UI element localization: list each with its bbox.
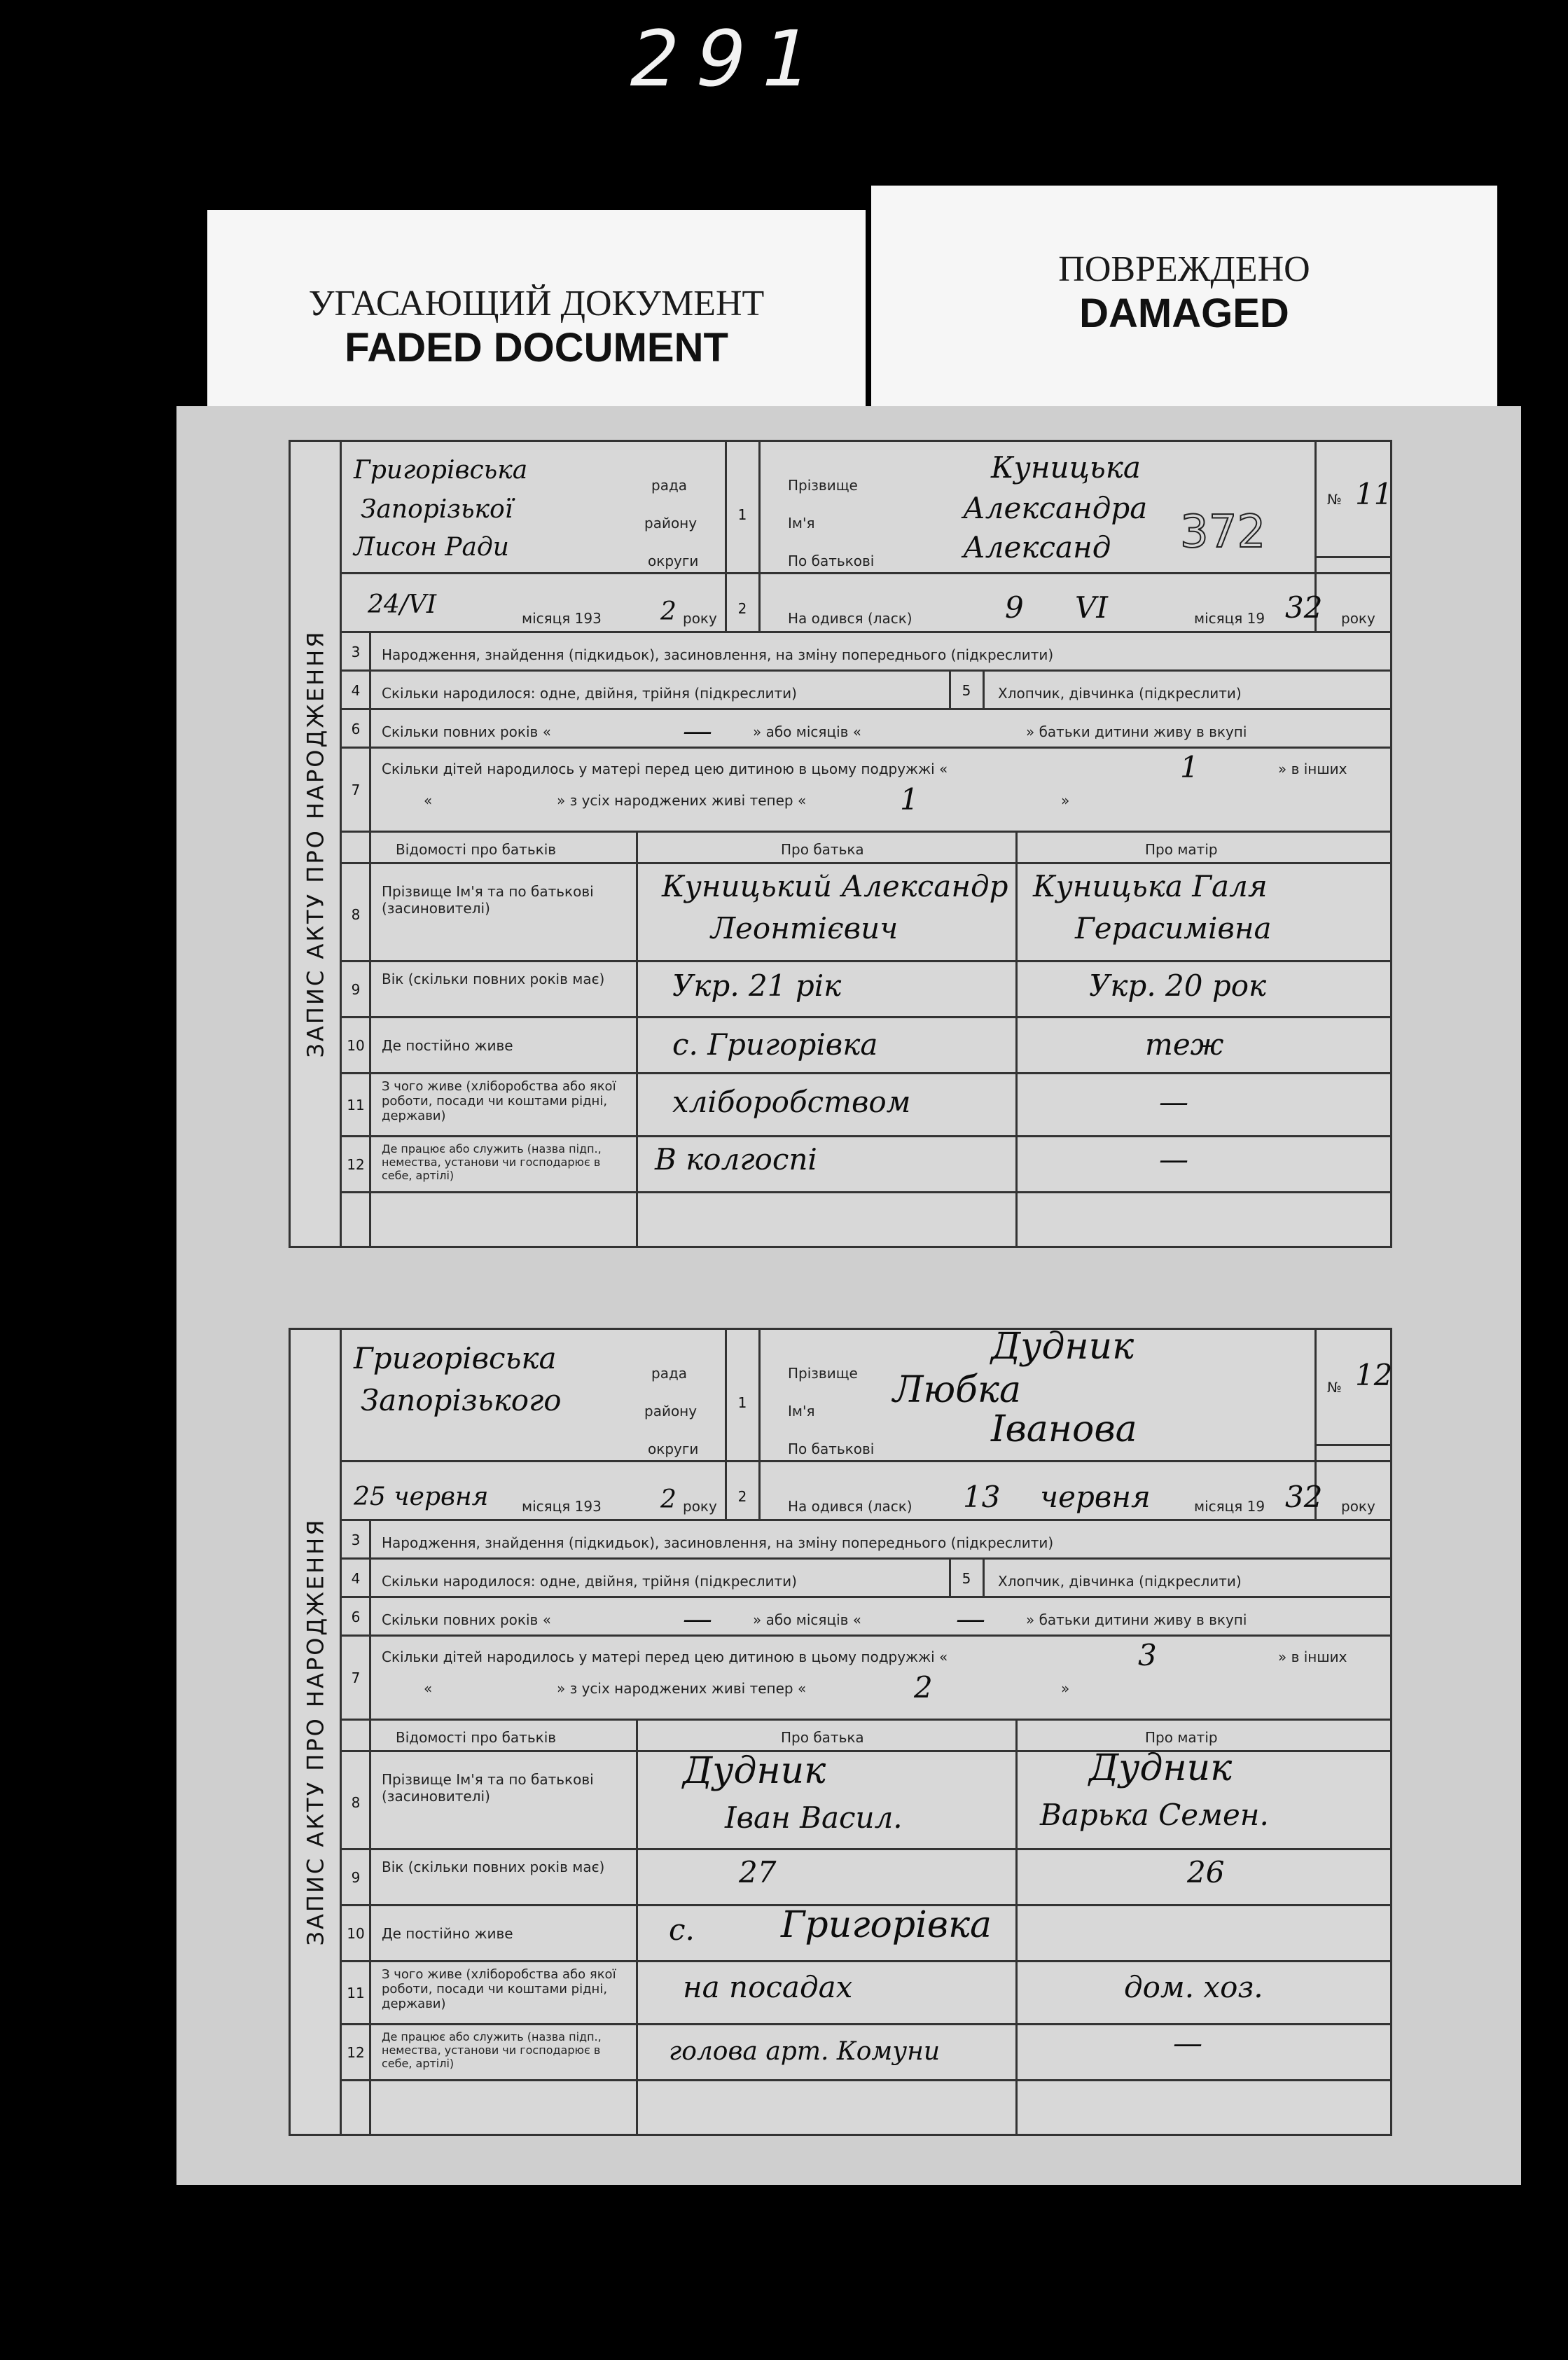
patronymic-value: Александ [963,530,1111,564]
father-name-1: Куницький Александр [662,869,1008,903]
number-value: 12 [1355,1358,1393,1392]
page-number: 291 [620,14,838,104]
patronymic-label: По батькові [788,553,875,569]
row7-e: » [1061,1680,1070,1697]
r8-label: Прізвище Ім'я та по батькові (засиновителі) [382,883,594,917]
father-work: голова арт. Комуни [669,2037,941,2066]
mother-work: — [1173,2026,1202,2060]
born-month-value: VI [1075,590,1108,625]
row6-years-value: — [683,714,712,748]
surname-label: Прізвище [788,1365,858,1382]
mother-name-1: Куницька Галя [1033,869,1268,903]
number-label: № [1327,491,1342,508]
row7-before-value: 3 [1138,1638,1157,1672]
month-year-label: місяця 193 [522,1498,602,1515]
record-stamp: 372 [1180,506,1266,558]
mother-living: — [1159,1085,1188,1119]
faded-label-ru: УГАСАЮЩИЙ ДОКУМЕНТ [308,284,765,324]
rada-label: рада [651,477,688,494]
date-value: 25 червня [354,1483,489,1511]
born-year-value: 32 [1285,590,1323,625]
damaged-label-ru: ПОВРЕЖДЕНО [1058,249,1310,289]
row7-before-value: 1 [1180,750,1199,784]
born-day: 13 [963,1480,1001,1514]
rada-value: Григорівська [354,1341,557,1375]
father-age: 27 [739,1855,777,1889]
row6-b: » або місяців « [753,723,861,740]
col-father-header: Про батька [781,841,864,858]
father-work: В колгоспі [655,1142,817,1176]
rayon-label: району [644,515,698,532]
father-name-2: Леонтієвич [711,911,899,945]
col-father-header: Про батька [781,1729,864,1746]
roku-label: року [683,610,717,627]
row4-text: Скільки народилося: одне, двійня, трійня (підкреслити) [382,1573,797,1590]
r9-label: Вік (скільки повних років має) [382,971,605,987]
row6-years-value: — [683,1602,712,1636]
r9-label: Вік (скільки повних років має) [382,1859,605,1875]
birth-record-1: ЗАПИС АКТУ ПРО НАРОДЖЕННЯ 1 2 3 4 5 6 7 8 9 10 11 12 рада району округи місяця 193 року Прізвище Ім'я По батькові № На одився (ласк) місяця 19 року Народження, знайдення (підкидьок), засиновлення, на зміну попереднього (підкреслити) Скільки народилося: одне, двійня, трійня (підкреслити) Хлопчик, дівчинка (підкреслити) Скільки повних років « » або місяців « » батьки дитини живу в вкупі Скільки дітей народилось у матері перед цею дитиною в цьому подружжі « » в інших « » з усіх народжених живі тепер « » Відомості про батьків Про батька Про матір Прізвище Ім'я та по батькові (засиновителі) Вік (скільки повних років має) Де постійно живе З чого живе (хліборобства або якої роботи, посади чи коштами рідні, держави) Де працює або служить (назва підп., немества, установи чи господарює в себе, артілі) Григорівська Запорізької Лисон Ради 24/VI 2 Куницька Александра Александ 372 11 9 VI 32 — 1 1 Куницький Александр Леонтієвич Куницька Галя Герасимівна Укр. 21 рік Укр. 20 рок с. Григорівка теж хліборобством — В колгоспі — [289,440,1392,1248]
name-value: Александра [963,491,1148,525]
father-residence: с. Григорівка [672,1027,878,1062]
record-side-title: ЗАПИС АКТУ ПРО НАРОДЖЕННЯ [291,442,342,1246]
row7-b: » в інших [1278,761,1347,777]
year-digit: 2 [660,597,677,626]
okrug-value: Лисон Ради [354,533,509,562]
rayon-label: району [644,1403,698,1420]
col-mother-header: Про матір [1145,841,1218,858]
r10-label: Де постійно живе [382,1925,513,1942]
row3-text: Народження, знайдення (підкидьок), засиновлення, на зміну попереднього (підкреслити) [382,1534,1054,1551]
mother-name-1: Дудник [1089,1747,1233,1789]
rada-value: Григорівська [354,456,528,485]
year-digit: 2 [660,1485,677,1514]
born-month-value: червня [1040,1480,1151,1514]
rayon-value: Запорізької [361,495,513,524]
name-value: Любка [893,1369,1021,1411]
row7-c: « [424,1680,433,1697]
row3-text: Народження, знайдення (підкидьок), засиновлення, на зміну попереднього (підкреслити) [382,646,1054,663]
r11-label: З чого живе (хліборобства або якої роботи, посади чи коштами рідні, держави) [382,1079,616,1123]
okrug-label: округи [648,553,699,569]
row5-text: Хлопчик, дівчинка (підкреслити) [998,1573,1242,1590]
born-day: 9 [1005,590,1024,625]
r12-label: Де працює або служить (назва підп., немества, установи чи господарює в себе, артілі) [382,1142,602,1182]
father-name-1: Дудник [683,1750,826,1792]
r8-label: Прізвище Ім'я та по батькові (засиновителі) [382,1771,594,1805]
rayon-value: Запорізького [361,1383,562,1417]
residence-value: Григорівка [781,1904,992,1946]
surname-label: Прізвище [788,477,858,494]
okrug-label: округи [648,1441,699,1457]
col-info-header: Відомості про батьків [396,1729,557,1746]
born-roku-label: року [1341,610,1375,627]
born-month-label: місяця 19 [1194,610,1265,627]
row7-alive-value: 2 [914,1670,933,1705]
residence-prefix: с. [669,1913,695,1947]
faded-label-en: FADED DOCUMENT [345,325,728,370]
mother-residence: теж [1145,1027,1224,1062]
row6-a: Скільки повних років « [382,1611,551,1628]
row5-text: Хлопчик, дівчинка (підкреслити) [998,685,1242,702]
row6-a: Скільки повних років « [382,723,551,740]
row7-a: Скільки дітей народилось у матері перед цею дитиною в цьому подружжі « [382,1648,948,1665]
record-side-title: ЗАПИС АКТУ ПРО НАРОДЖЕННЯ [291,1330,342,2134]
row7-e: » [1061,792,1070,809]
row7-a: Скільки дітей народилось у матері перед цею дитиною в цьому подружжі « [382,761,948,777]
month-year-label: місяця 193 [522,610,602,627]
damaged-label [871,186,1497,417]
row7-d: » з усіх народжених живі тепер « [557,1680,807,1697]
r10-label: Де постійно живе [382,1037,513,1054]
patronymic-value: Іванова [991,1408,1137,1450]
number-label: № [1327,1379,1342,1396]
patronymic-label: По батькові [788,1441,875,1457]
born-month-label: місяця 19 [1194,1498,1265,1515]
row6-c: » батьки дитини живу в вкупі [1026,1611,1247,1628]
row7-alive-value: 1 [900,782,919,817]
mother-living: дом. хоз. [1124,1970,1263,2004]
row7-c: « [424,792,433,809]
row4-text: Скільки народилося: одне, двійня, трійня (підкреслити) [382,685,797,702]
father-living: хліборобством [672,1085,911,1119]
name-label: Ім'я [788,1403,815,1420]
father-age: Укр. 21 рік [672,969,842,1003]
born-on-label: На одився (ласк) [788,610,913,627]
mother-name-2: Варька Семен. [1040,1798,1269,1832]
mother-age: 26 [1187,1855,1225,1889]
number-value: 11 [1355,477,1393,511]
born-year-value: 32 [1285,1480,1323,1514]
mother-work: — [1159,1142,1188,1176]
damaged-label-en: DAMAGED [1079,291,1289,336]
name-label: Ім'я [788,515,815,532]
birth-record-2: ЗАПИС АКТУ ПРО НАРОДЖЕННЯ 1 2 3 4 5 6 7 8 9 10 11 12 рада району округи місяця 193 року Прізвище Ім'я По батькові № На одився (ласк) місяця 19 року Народження, знайдення (підкидьок), засиновлення, на зміну попереднього (підкреслити) Скільки народилося: одне, двійня, трійня (підкреслити) Хлопчик, дівчинка (підкреслити) Скільки повних років « » або місяців « » батьки дитини живу в вкупі Скільки дітей народилось у матері перед цею дитиною в цьому подружжі « » в інших « » з усіх народжених живі тепер « » Відомості про батьків Про батька Про матір Прізвище Ім'я та по батькові (засиновителі) Вік (скільки повних років має) Де постійно живе З чого живе (хліборобства або якої роботи, посади чи коштами рідні, держави) Де працює або служить (назва підп., немества, установи чи господарює в себе, артілі) Григорівська Запорізького 25 червня 2 Дудник Любка Іванова 12 13 червня 32 — — 3 2 Дудник Іван Васил. Дудник Варька Семен. 27 26 с. Григорівка на посадах дом. хоз. голова арт. Комуни — [289,1328,1392,2136]
rada-label: рада [651,1365,688,1382]
row7-b: » в інших [1278,1648,1347,1665]
row6-c: » батьки дитини живу в вкупі [1026,723,1247,740]
roku-label: року [683,1498,717,1515]
date-value: 24/VI [368,590,437,619]
col-mother-header: Про матір [1145,1729,1218,1746]
surname-value: Дудник [991,1326,1135,1368]
r11-label: З чого живе (хліборобства або якої роботи, посади чи коштами рідні, держави) [382,1967,616,2011]
mother-name-2: Герасимівна [1075,911,1272,945]
r12-label: Де працює або служить (назва підп., немества, установи чи господарює в себе, артілі) [382,2030,602,2070]
row7-d: » з усіх народжених живі тепер « [557,792,807,809]
mother-age: Укр. 20 рок [1089,969,1267,1003]
faded-document-label [207,210,866,420]
row6-months-value: — [956,1602,985,1636]
born-on-label: На одився (ласк) [788,1498,913,1515]
col-info-header: Відомості про батьків [396,841,557,858]
father-name-2: Іван Васил. [725,1800,903,1835]
born-roku-label: року [1341,1498,1375,1515]
row6-b: » або місяців « [753,1611,861,1628]
surname-value: Куницька [991,450,1141,485]
father-living: на посадах [683,1970,853,2004]
